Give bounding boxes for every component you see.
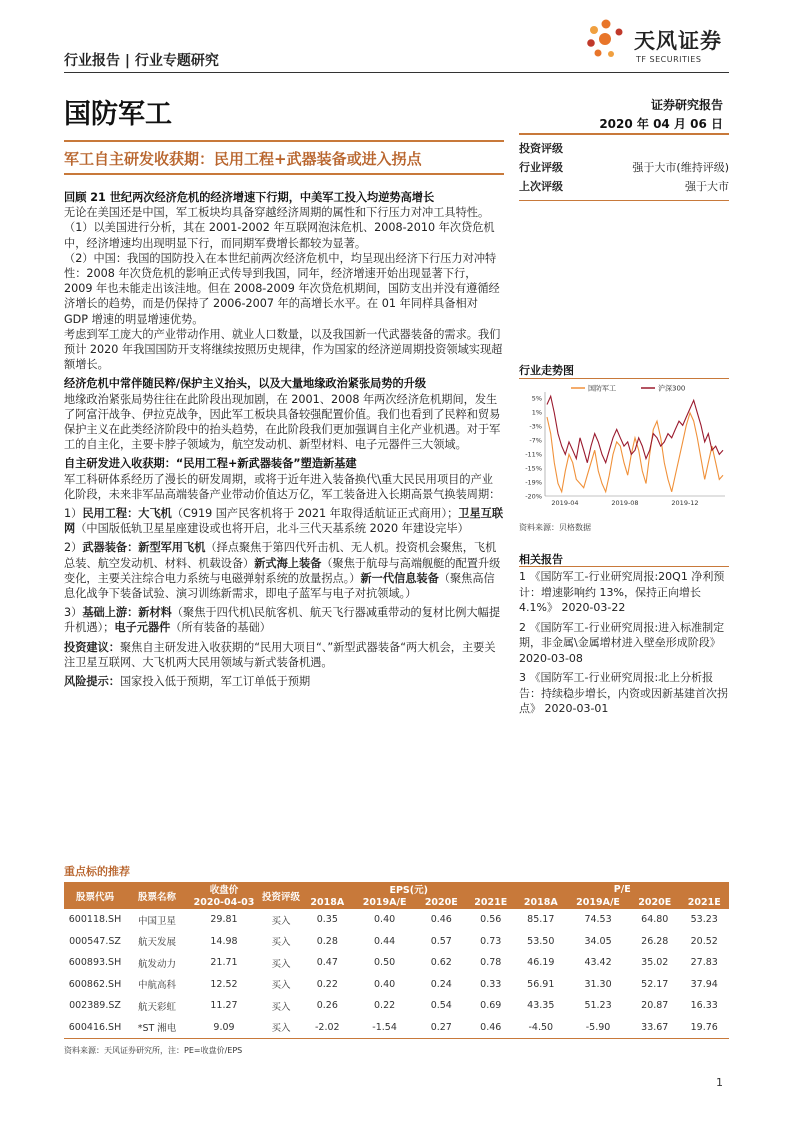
table-cell: 27.83: [690, 957, 718, 969]
x-tick-label: 2019-12: [671, 499, 699, 507]
prev-rating-value: 强于大市: [685, 179, 729, 193]
table-cell: 31.30: [584, 978, 612, 990]
risk-label: 风险提示：: [64, 675, 120, 689]
table-cell: 34.05: [584, 935, 612, 947]
table-cell: 46.19: [527, 957, 555, 969]
col-price-date: 2020-04-03: [188, 896, 260, 909]
table-cell: 0.35: [316, 914, 338, 926]
text: （所有装备的基础）: [170, 621, 271, 635]
x-tick-label: 2019-04: [551, 499, 579, 507]
paragraph: [64, 506, 504, 536]
table-cell: 20.87: [641, 1000, 669, 1012]
table-cell: 600416.SH: [64, 1017, 126, 1039]
table-cell: 20.52: [690, 935, 718, 947]
col-pe: P/E: [515, 882, 729, 896]
table-cell: 33.67: [630, 1017, 679, 1039]
table-cell: 43.35: [527, 1000, 555, 1012]
text: （中国版低轨卫星星座建设或也将开启，北斗三代天基系统 2020 年建设完毕）: [75, 522, 469, 536]
table-cell: 0.44: [374, 935, 396, 947]
table-cell: -2.02: [302, 1017, 353, 1039]
table-cell: *ST 湘电: [126, 1017, 188, 1039]
table-cell: 11.27: [210, 1000, 238, 1012]
table-cell: 0.73: [480, 935, 502, 947]
paragraph: [64, 540, 504, 601]
keyword: 民用工程：大飞机: [82, 507, 172, 521]
keyword: 新一代信息装备: [360, 571, 439, 585]
table-cell: 29.81: [210, 914, 238, 926]
table-cell: 0.62: [430, 957, 452, 969]
table-cell: 000547.SZ: [69, 935, 121, 947]
table-cell: 买入: [271, 980, 291, 992]
table-cell: 航天发展: [137, 937, 176, 949]
related-list: [519, 569, 729, 721]
related-report-link[interactable]: 2 《国防军工-行业研究周报:进入标准制定期，非金属\金属增材进入壁垒形成阶段》 2020-03-08: [519, 620, 725, 665]
col-code: 股票代码: [64, 882, 126, 909]
y-tick-label: -20%: [525, 492, 542, 501]
tf-logo-icon: [585, 18, 627, 60]
table-row: [64, 909, 729, 931]
stock-table: [64, 882, 729, 1039]
legend-label: 沪深300: [658, 384, 686, 393]
y-tick-label: -3%: [529, 422, 542, 431]
related-report-link[interactable]: 1 《国防军工-行业研究周报:20Q1 净利预计：增速影响约 13%，保持正向增长 4.1%》 2020-03-22: [519, 570, 725, 614]
table-cell: 0.22: [374, 1000, 396, 1012]
y-tick-label: 1%: [531, 408, 542, 417]
report-title: 军工自主研发收获期：民用工程+武器装备或进入拐点: [64, 150, 422, 168]
table-cell: 0.57: [430, 935, 452, 947]
table-source: 资料来源：天风证券研究所，注：PE=收盘价/EPS: [64, 1046, 243, 1055]
paragraph: [64, 674, 504, 689]
table-cell: 64.80: [641, 914, 669, 926]
page-number: 1: [716, 1076, 723, 1089]
table-cell: 0.24: [430, 978, 452, 990]
trend-chart: [519, 382, 729, 512]
table-cell: 0.46: [430, 914, 452, 926]
col-price: 收盘价: [188, 882, 260, 896]
keyword: 电子元器件: [114, 621, 171, 635]
y-tick-label: 5%: [531, 394, 542, 403]
table-cell: 0.56: [480, 914, 502, 926]
col-year: 2020E: [417, 896, 466, 909]
list-num: 2）: [64, 541, 83, 555]
table-cell: 600893.SH: [68, 957, 122, 969]
table-cell: 21.71: [210, 957, 238, 969]
table-cell: 买入: [271, 1001, 291, 1013]
legend-label: 国防军工: [588, 384, 616, 393]
table-row: [64, 995, 729, 1017]
table-cell: 53.23: [690, 914, 718, 926]
y-tick-label: -11%: [525, 450, 542, 459]
breadcrumb: 行业报告 | 行业专题研究: [64, 53, 219, 69]
text: （聚焦于四代机\民航客机、航天飞行器减重带动的复材比例大幅提升机遇）；: [64, 606, 501, 635]
heading-1: 回顾 21 世纪两次经济危机的经济增速下行期，中美军工投入均逆势高增长: [64, 191, 435, 204]
related-title: 相关报告: [519, 553, 563, 566]
table-cell: 0.46: [466, 1017, 515, 1039]
y-tick-label: -19%: [525, 478, 542, 487]
paragraph: 考虑到军工庞大的产业带动作用、就业人口数量，以及我国新一代武器装备的需求。我们预计 2020 年我国国防开支将继续按照历史规律，作为国家的经济逆周期投资领域实现超额增长。: [64, 327, 503, 372]
series-line-index: [547, 396, 723, 463]
table-cell: 航发动力: [137, 958, 176, 970]
paragraph: （2）中国：我国的国防投入在本世纪前两次经济危机中，均呈现出经济下行压力对冲特性：2008 年次贷危机的影响正式传导到我国，同年，经济增速开始出现显著下行，2009 年也未能走出该洼地。但在 2008-2009 年次贷危机期间，国防支出并没有遵循经济增长的趋势，而是仍保持了 2006-2007 年的高增长水平。在 01 年同样具备相对 GDP 增速的明显增速优势。: [64, 251, 500, 326]
col-rating: 投资评级: [260, 882, 302, 909]
header-divider: [64, 72, 729, 73]
table-cell: 56.91: [527, 978, 555, 990]
risk-text: 国家投入低于预期，军工订单低于预期: [119, 675, 311, 689]
title-top-rule: [64, 140, 504, 142]
table-cell: 19.76: [679, 1017, 729, 1039]
table-cell: 52.17: [641, 978, 669, 990]
text: （聚焦高信息化战争下装备试验、演习训练新需求，即电子蓝军与电子对抗领域。）: [64, 571, 495, 601]
table-cell: 0.28: [316, 935, 338, 947]
table-cell: 0.22: [316, 978, 338, 990]
table-cell: 0.54: [430, 1000, 452, 1012]
rating-title: 投资评级: [519, 141, 563, 155]
heading-2: 经济危机中常伴随民粹/保护主义抬头，以及大量地缘政治紧张局势的升级: [64, 377, 427, 391]
sector-title: 国防军工: [64, 99, 172, 130]
chart-rule: [519, 378, 729, 379]
table-cell: 中国卫星: [137, 915, 176, 927]
list-num: 1）: [64, 507, 83, 521]
paragraph: 无论在美国还是中国，军工板块均具备穿越经济周期的属性和下行压力对冲工具特性。: [64, 206, 490, 220]
report-body: [64, 190, 504, 689]
table-cell: 9.09: [188, 1017, 260, 1039]
table-cell: 买入: [271, 958, 291, 970]
table-cell: 0.33: [480, 978, 502, 990]
table-title: 重点标的推荐: [64, 865, 130, 878]
table-cell: 600862.SH: [68, 978, 122, 990]
table-cell: 37.94: [690, 978, 718, 990]
rating-bottom-rule: [519, 200, 729, 201]
table-cell: 35.02: [641, 957, 669, 969]
col-eps: EPS(元): [302, 882, 515, 896]
inv-label: 投资建议：: [64, 640, 120, 654]
industry-rating-value: 强于大市(维持评级): [632, 160, 729, 174]
prev-rating-label: 上次评级: [519, 179, 563, 193]
table-row: [64, 952, 729, 974]
paragraph: （1）以美国进行分析，其在 2001-2002 年互联网泡沫危机、2008-2010 年次贷危机中，经济增速均出现明显下行，而同期军费增长都较为显著。: [64, 221, 495, 250]
table-cell: 0.40: [374, 914, 396, 926]
rating-top-rule: [519, 133, 729, 135]
table-cell: 600118.SH: [68, 914, 122, 926]
industry-rating-label: 行业评级: [519, 160, 563, 174]
paragraph: 地缘政治紧张局势往往在此阶段出现加剧，在 2001、2008 年两次经济危机期间，发生了阿富汗战争、伊拉克战争，因此军工板块具备较强配置价值。我们也看到了民粹和贸易保护主义在此类经济阶段中的抬头趋势，在此阶段我们更加强调自主化产业机遇。对于军工的自主化，主要卡脖子领域为，航空发动机、新型材料、电子元器件三大领域。: [64, 392, 501, 452]
text: （择点聚焦于第四代歼击机、无人机。投资机会聚焦，飞机总装、航空发动机、材料、机载设备）: [64, 541, 497, 570]
report-date: 2020 年 04 月 06 日: [599, 117, 723, 131]
table-cell: 0.27: [417, 1017, 466, 1039]
table-row: [64, 931, 729, 953]
table-cell: 51.23: [584, 1000, 612, 1012]
table-cell: 买入: [271, 937, 291, 949]
x-tick-label: 2019-08: [611, 499, 639, 507]
table-cell: -4.50: [515, 1017, 566, 1039]
col-year: 2018A: [515, 896, 566, 909]
table-cell: 26.28: [641, 935, 669, 947]
col-year: 2019A/E: [566, 896, 630, 909]
paragraph: 军工科研体系经历了漫长的研发周期，或将于近年进入装备换代\重大民民用项目的产业化阶段，未来非军品高端装备产业带动价值达万亿，军工装备进入长期高景气换装周期：: [64, 472, 501, 501]
heading-3: 自主研发进入收获期：“民用工程+新武器装备”塑造新基建: [64, 457, 357, 471]
col-year: 2018A: [302, 896, 353, 909]
y-tick-label: -15%: [525, 464, 542, 473]
chart-title: 行业走势图: [519, 364, 574, 377]
table-cell: 中航高科: [137, 980, 176, 992]
keyword: 基础上游：新材料: [82, 606, 172, 620]
inv-text: 聚焦自主研发进入收获期的“民用大项目“、”新型武器装备“两大机会，主要关注卫星互联网、大飞机两大民用领域与新式装备机遇。: [64, 640, 496, 669]
table-cell: 航天彩虹: [137, 1001, 176, 1013]
chart-source: 资料来源：贝格数据: [519, 523, 591, 532]
related-report-link[interactable]: 3 《国防军工-行业研究周报:北上分析报告：持续稳步增长，内资或因新基建首次拐点》 2020-03-01: [519, 671, 728, 715]
title-bottom-rule: [64, 173, 504, 175]
paragraph: [64, 605, 504, 635]
related-rule: [519, 566, 729, 567]
keyword: 武器装备：新型军用飞机: [82, 541, 206, 555]
col-year: 2020E: [630, 896, 679, 909]
table-cell: 43.42: [584, 957, 612, 969]
table-cell: 0.50: [374, 957, 396, 969]
table-cell: -5.90: [566, 1017, 630, 1039]
rating-box: [519, 138, 729, 195]
table-cell: 53.50: [527, 935, 555, 947]
col-year: 2021E: [679, 896, 729, 909]
logo-english: TF SECURITIES: [636, 55, 702, 64]
table-cell: -1.54: [353, 1017, 417, 1039]
table-cell: 002389.SZ: [69, 1000, 121, 1012]
table-cell: 0.47: [316, 957, 338, 969]
col-name: 股票名称: [126, 882, 188, 909]
table-cell: 买入: [260, 1017, 302, 1039]
paragraph: [64, 640, 504, 670]
table-cell: 0.40: [374, 978, 396, 990]
logo-text: 天风证券: [634, 29, 722, 53]
table-cell: 买入: [271, 915, 291, 927]
table-row: [64, 1017, 729, 1039]
keyword: 新式海上装备: [254, 556, 322, 570]
table-cell: 12.52: [210, 978, 238, 990]
col-year: 2019A/E: [353, 896, 417, 909]
table-cell: 0.26: [316, 1000, 338, 1012]
y-tick-label: -7%: [529, 436, 542, 445]
table-cell: 16.33: [690, 1000, 718, 1012]
text: （C919 国产民客机将于 2021 年取得适航证正式商用）；: [171, 507, 459, 521]
table-cell: 14.98: [210, 935, 238, 947]
table-cell: 85.17: [527, 914, 555, 926]
keyword: 卫星互联网: [64, 507, 504, 536]
table-row: [64, 974, 729, 996]
table-cell: 74.53: [584, 914, 612, 926]
report-type: 证券研究报告: [650, 98, 723, 112]
text: （聚焦于航母与高端舰艇的配置升级变化，主要关注综合电力系统与电磁弹射系统的放量拐点。）: [64, 556, 501, 585]
col-year: 2021E: [466, 896, 515, 909]
table-cell: 0.78: [480, 957, 502, 969]
table-cell: 0.69: [480, 1000, 502, 1012]
list-num: 3）: [64, 606, 83, 620]
